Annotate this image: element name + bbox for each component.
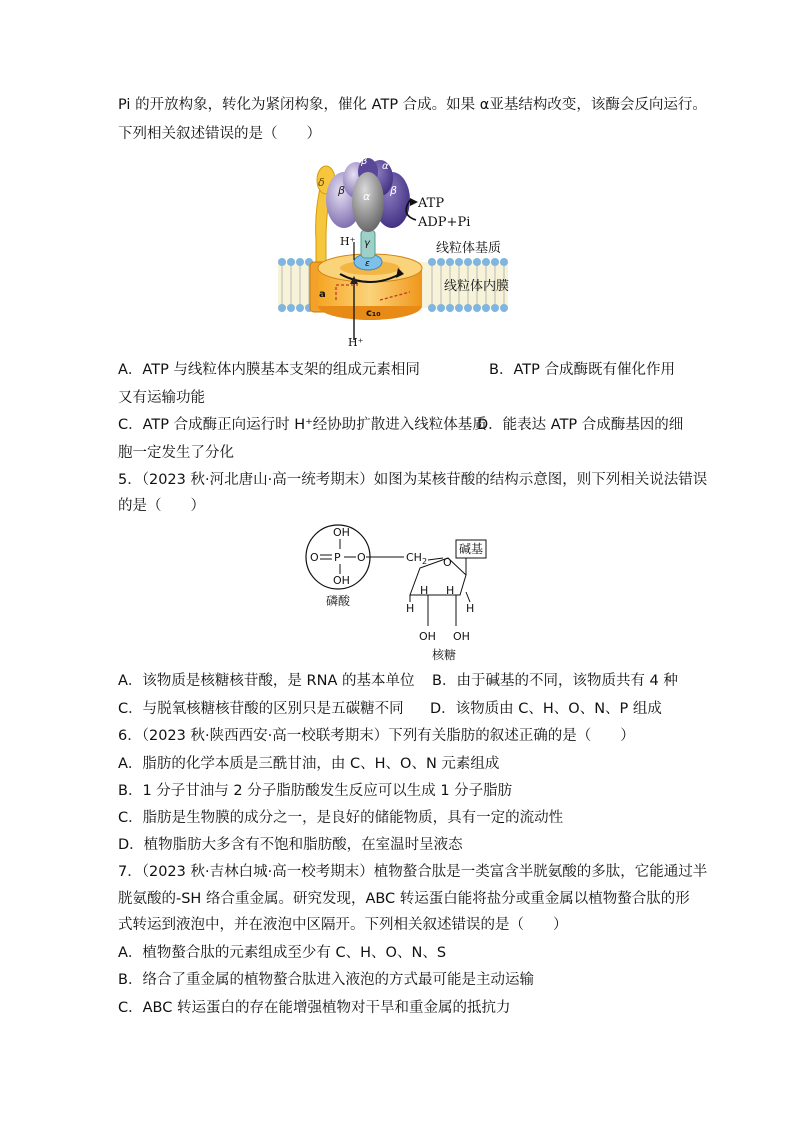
q5-option-d: D．该物质由 C、H、O、N、P 组成 bbox=[430, 701, 662, 717]
h-2: H bbox=[446, 584, 455, 597]
label-beta-3: β bbox=[390, 184, 398, 197]
label-a: a bbox=[319, 289, 326, 300]
q6-option-a: A．脂肪的化学本质是三酰甘油，由 C、H、O、N 元素组成 bbox=[118, 756, 500, 772]
q7-option-c: C．ABC 转运蛋白的存在能增强植物对干旱和重金属的抵抗力 bbox=[118, 1000, 511, 1016]
q5-stem-line-2: 的是（ ） bbox=[118, 498, 205, 514]
q5-option-b: B．由于碱基的不同，该物质共有 4 种 bbox=[432, 673, 678, 689]
label-beta-2: β bbox=[338, 184, 346, 197]
o-left: O bbox=[310, 551, 319, 564]
q5-option-c: C．与脱氧核糖核苷酸的区别只是五碳糖不同 bbox=[118, 701, 404, 717]
q5-option-a: A．该物质是核糖核苷酸，是 RNA 的基本单位 bbox=[118, 673, 415, 689]
q4-option-b: B．ATP 合成酶既有催化作用 bbox=[489, 362, 675, 378]
q5-stem-line-1: 5．（2023 秋·河北唐山·高一统考期末）如图为某核苷酸的结构示意图，则下列相关说法错误 bbox=[118, 472, 708, 488]
oh-bottom: OH bbox=[333, 574, 350, 587]
ring-o: O bbox=[443, 556, 452, 569]
label-atp: ATP bbox=[418, 196, 445, 211]
atp-synthase-figure bbox=[270, 150, 520, 350]
q6-option-d: D．植物脂肪大多含有不饱和脂肪酸，在室温时呈液态 bbox=[118, 837, 463, 853]
h-4: H bbox=[466, 602, 475, 615]
q4-option-d: D．能表达 ATP 合成酶基因的细 bbox=[477, 417, 684, 433]
label-epsilon: ε bbox=[365, 259, 370, 269]
label-adp-pi: ADP+Pi bbox=[418, 215, 471, 230]
q4-option-a: A．ATP 与线粒体内膜基本支架的组成元素相同 bbox=[118, 362, 420, 378]
oh-top: OH bbox=[333, 526, 350, 539]
q4-option-d-continued: 胞一定发生了分化 bbox=[118, 445, 234, 461]
p-atom: P bbox=[334, 551, 341, 564]
label-inner-membrane: 线粒体内膜 bbox=[444, 279, 510, 294]
label-c10: c₁₀ bbox=[366, 308, 381, 319]
q7-stem-line-1: 7．（2023 秋·吉林白城·高一校考期末）植物螯合肽是一类富含半胱氨酸的多肽，它能通过半 bbox=[118, 864, 708, 880]
label-matrix: 线粒体基质 bbox=[436, 241, 502, 256]
h-3: H bbox=[406, 602, 415, 615]
q6-option-c: C．脂肪是生物膜的成分之一，是良好的储能物质，具有一定的流动性 bbox=[118, 810, 564, 826]
base-label: 碱基 bbox=[459, 542, 484, 556]
ribose-label: 核糖 bbox=[432, 648, 457, 662]
q4-option-b-continued: 又有运输功能 bbox=[118, 390, 205, 406]
q7-option-a: A．植物螯合肽的元素组成至少有 C、H、O、N、S bbox=[118, 945, 447, 961]
o-right: O bbox=[357, 551, 366, 564]
label-alpha-2: α bbox=[382, 161, 389, 172]
q6-option-b: B．1 分子甘油与 2 分子脂肪酸发生反应可以生成 1 分子脂肪 bbox=[118, 783, 513, 799]
ch2-group: $CH_2$ bbox=[406, 551, 428, 566]
q7-stem-line-2: 胱氨酸的-SH 络合重金属。研究发现，ABC 转运蛋白能将盐分或重金属以植物螯合肽的形 bbox=[118, 891, 690, 907]
intro-line-1: Pi 的开放构象，转化为紧闭构象，催化 ATP 合成。如果 α亚基结构改变，该酶会反向运行。 bbox=[118, 97, 707, 113]
label-gamma: γ bbox=[364, 238, 370, 249]
q6-stem: 6．（2023 秋·陕西西安·高一校联考期末）下列有关脂肪的叙述正确的是（ ） bbox=[118, 728, 635, 744]
q7-stem-line-3: 式转运到液泡中，并在液泡中区隔开。下列相关叙述错误的是（ ） bbox=[118, 917, 568, 933]
intro-line-2: 下列相关叙述错误的是（ ） bbox=[118, 126, 321, 142]
label-h-top: H⁺ bbox=[340, 235, 356, 248]
label-delta: δ bbox=[318, 176, 325, 189]
oh-2: OH bbox=[453, 630, 470, 643]
oh-1: OH bbox=[419, 630, 436, 643]
label-alpha-3: α bbox=[363, 190, 371, 203]
phosphate-label: 磷酸 bbox=[326, 594, 351, 608]
label-h-bottom: H⁺ bbox=[348, 336, 364, 349]
label-beta-1: β bbox=[361, 156, 368, 167]
h-1: H bbox=[420, 584, 429, 597]
q7-option-b: B．络合了重金属的植物螯合肽进入液泡的方式最可能是主动运输 bbox=[118, 972, 534, 988]
label-alpha-1: α bbox=[340, 161, 347, 172]
q4-option-c: C．ATP 合成酶正向运行时 H⁺经协助扩散进入线粒体基质 bbox=[118, 417, 487, 433]
nucleotide-figure bbox=[300, 520, 500, 665]
